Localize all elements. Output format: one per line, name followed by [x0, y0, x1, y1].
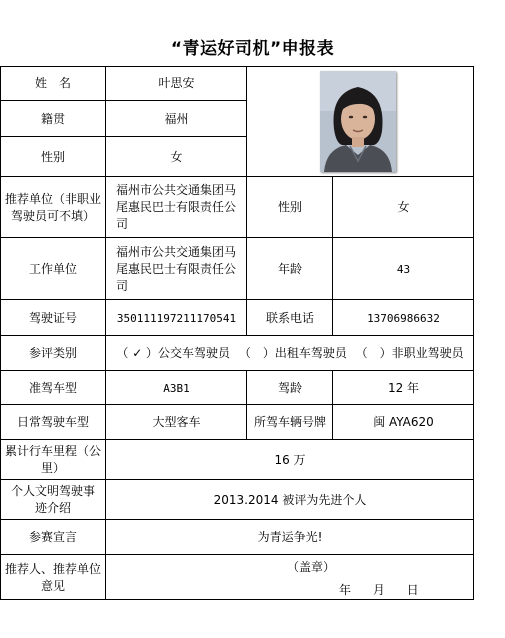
experience-label: 驾龄 [277, 380, 302, 395]
declaration-label: 参赛宣言 [28, 530, 77, 544]
opinion-label: 推荐人、推荐单位意见 [4, 561, 101, 593]
category-taxi-option[interactable]: （ ）出租车驾驶员 [238, 346, 347, 360]
daily-vehicle-label: 日常驾驶车型 [16, 415, 89, 429]
experience-value: 12 年 [387, 380, 420, 395]
work-unit-label: 工作单位 [28, 261, 77, 276]
mileage-label: 累计行车里程（公里） [4, 444, 101, 475]
name-value: 叶思安 [158, 76, 195, 90]
vehicle-type-value: A3B1 [163, 381, 190, 395]
license-label: 驾驶证号 [28, 310, 77, 325]
seal-text: （盖章） [287, 560, 336, 574]
plate-label: 所驾车辆号牌 [253, 415, 326, 429]
gender-label: 性别 [40, 149, 65, 164]
form-title: “青运好司机”申报表 [170, 39, 335, 59]
age-label: 年龄 [277, 261, 302, 276]
vehicle-type-label: 准驾车型 [28, 380, 77, 395]
work-unit-value: 福州市公共交通集团马尾惠民巴士有限责任公司 [116, 244, 237, 293]
mileage-value: 16 万 [274, 452, 306, 467]
phone-label: 联系电话 [265, 310, 314, 325]
category-options [106, 336, 474, 371]
age-value: 43 [396, 262, 411, 276]
gender-value: 女 [170, 149, 183, 164]
deeds-label: 个人文明驾驶事迹介绍 [10, 484, 95, 515]
category-nonpro-option[interactable]: （ ）非职业驾驶员 [355, 346, 464, 360]
recommend-unit-value: 福州市公共交通集团马尾惠民巴士有限责任公司 [116, 183, 237, 231]
gender2-label: 性别 [277, 200, 302, 214]
gender2-value: 女 [397, 200, 410, 214]
hometown-label: 籍贯 [40, 111, 65, 126]
category-label: 参评类别 [28, 346, 77, 360]
name-label: 姓 名 [34, 76, 71, 90]
daily-vehicle-value: 大型客车 [152, 415, 201, 429]
applicant-photo [320, 71, 396, 172]
opinion-signature-area [247, 556, 474, 598]
plate-value: 闽 AYA620 [373, 415, 434, 429]
license-value: 350111197211170541 [116, 311, 237, 325]
phone-value: 13706986632 [367, 311, 440, 325]
recommend-unit-label: 推荐单位（非职业驾驶员可不填） [4, 191, 101, 223]
declaration-value: 为青运争光! [257, 530, 323, 544]
date-text: 年 月 日 [339, 583, 419, 597]
deeds-value: 2013.2014 被评为先进个人 [213, 492, 367, 507]
hometown-value: 福州 [164, 111, 189, 126]
category-bus-option[interactable]: （ ✓ ）公交车驾驶员 [116, 346, 231, 360]
